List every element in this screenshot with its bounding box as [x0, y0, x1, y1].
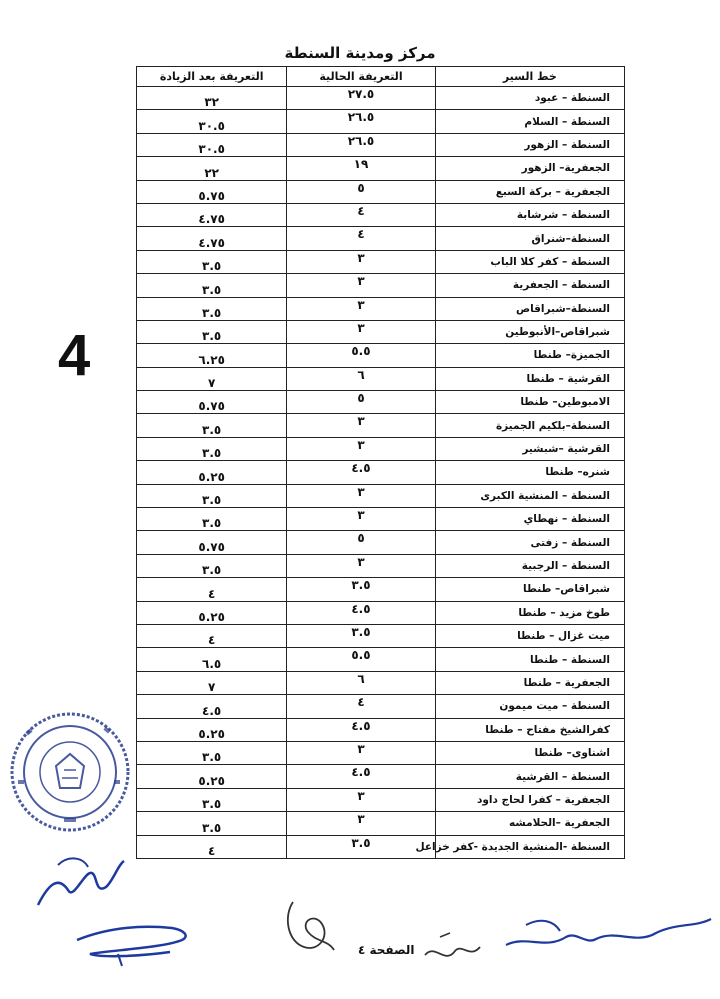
current-fare-cell: ١٩	[287, 157, 435, 180]
route-cell: طوخ مزيد – طنطا	[435, 601, 624, 624]
current-fare-cell: ٤.٥	[287, 765, 435, 788]
new-fare-cell: ٧	[137, 367, 287, 390]
new-fare-cell: ٥.٧٥	[137, 391, 287, 414]
route-cell: شبراقاص–الأنبوطين	[435, 320, 624, 343]
new-fare-cell: ٥.٢٥	[137, 765, 287, 788]
table-row	[137, 461, 625, 484]
new-fare-cell: ٣.٥	[137, 320, 287, 343]
route-cell: السنطة–بلكيم الجميزة	[435, 414, 624, 437]
route-cell: السنطة – كفر كلا الباب	[435, 250, 624, 273]
current-fare-cell: ٣	[287, 320, 435, 343]
new-fare-cell: ٣.٥	[137, 508, 287, 531]
new-fare-cell: ٣.٥	[137, 484, 287, 507]
current-fare-cell: ٤	[287, 227, 435, 250]
route-cell: السنطة – عبود	[435, 87, 624, 110]
route-cell: ميت غزال – طنطا	[435, 624, 624, 647]
current-fare-cell: ٣	[287, 274, 435, 297]
table-row	[137, 624, 625, 647]
table-row	[137, 554, 625, 577]
route-cell: القرشية – طنطا	[435, 367, 624, 390]
current-fare-cell: ٣	[287, 508, 435, 531]
current-fare-cell: ٦	[287, 367, 435, 390]
route-cell: السنطة–شبراقاص	[435, 297, 624, 320]
current-fare-cell: ٣	[287, 554, 435, 577]
new-fare-cell: ٣٢	[137, 87, 287, 110]
new-fare-cell: ٦.٢٥	[137, 344, 287, 367]
table-row	[137, 391, 625, 414]
route-cell: السنطة – ميت ميمون	[435, 695, 624, 718]
current-fare-cell: ٣.٥	[287, 624, 435, 647]
new-fare-cell: ٥.٢٥	[137, 461, 287, 484]
route-cell: شنره– طنطا	[435, 461, 624, 484]
current-fare-cell: ٥.٥	[287, 648, 435, 671]
table-row	[137, 414, 625, 437]
current-fare-cell: ٢٧.٥	[287, 87, 435, 110]
route-cell: السنطة – القرشية	[435, 765, 624, 788]
fare-table	[136, 66, 625, 859]
page-number-mark: 4	[58, 323, 91, 388]
table-row	[137, 718, 625, 741]
new-fare-cell: ٣.٥	[137, 554, 287, 577]
new-fare-cell: ٣.٥	[137, 741, 287, 764]
table-row	[137, 741, 625, 764]
page-footer: الصفحة ٤	[358, 943, 415, 957]
current-fare-cell: ٥.٥	[287, 344, 435, 367]
new-fare-cell: ٦.٥	[137, 648, 287, 671]
new-fare-cell: ٤	[137, 624, 287, 647]
route-cell: السنطة – طنطا	[435, 648, 624, 671]
new-fare-cell: ٢٢	[137, 157, 287, 180]
table-row	[137, 695, 625, 718]
route-cell: الجعفرية – كفرا لحاج داود	[435, 788, 624, 811]
table-row	[137, 835, 625, 858]
route-cell: السنطة -المنشية الجديدة -كفر خزاعل	[435, 835, 624, 858]
current-fare-cell: ٣	[287, 788, 435, 811]
current-fare-cell: ٣	[287, 437, 435, 460]
page-title: مركز ومدينة السنطة	[284, 44, 436, 62]
current-fare-cell: ٥	[287, 180, 435, 203]
table-row	[137, 788, 625, 811]
current-fare-cell: ٥	[287, 391, 435, 414]
new-fare-cell: ٣.٥	[137, 297, 287, 320]
column-header-new-fare: التعريفة بعد الزيادة	[137, 67, 287, 87]
route-cell: الجعفرية –الحلامشه	[435, 812, 624, 835]
new-fare-cell: ٥.٧٥	[137, 180, 287, 203]
column-header-current-fare: التعريفة الحالية	[287, 67, 435, 87]
current-fare-cell: ٣	[287, 414, 435, 437]
table-row	[137, 227, 625, 250]
new-fare-cell: ٥.٢٥	[137, 601, 287, 624]
route-cell: السنطة – زفتى	[435, 531, 624, 554]
current-fare-cell: ٤.٥	[287, 718, 435, 741]
current-fare-cell: ٤.٥	[287, 601, 435, 624]
table-row	[137, 87, 625, 110]
route-cell: السنطة–شنراق	[435, 227, 624, 250]
route-cell: الامبوطين– طنطا	[435, 391, 624, 414]
new-fare-cell: ٣.٥	[137, 414, 287, 437]
current-fare-cell: ٣	[287, 741, 435, 764]
new-fare-cell: ٤	[137, 835, 287, 858]
table-row	[137, 648, 625, 671]
table-row	[137, 484, 625, 507]
new-fare-cell: ٣٠.٥	[137, 133, 287, 156]
signature-right	[496, 905, 716, 965]
new-fare-cell: ٣.٥	[137, 250, 287, 273]
new-fare-cell: ٣.٥	[137, 788, 287, 811]
table-row	[137, 133, 625, 156]
table-row	[137, 578, 625, 601]
new-fare-cell: ٥.٢٥	[137, 718, 287, 741]
route-cell: الجعفرية – طنطا	[435, 671, 624, 694]
table-row	[137, 110, 625, 133]
route-cell: كفرالشيخ مفتاح – طنطا	[435, 718, 624, 741]
table-row	[137, 180, 625, 203]
table-row	[137, 531, 625, 554]
new-fare-cell: ٣.٥	[137, 274, 287, 297]
new-fare-cell: ٤.٧٥	[137, 227, 287, 250]
route-cell: السنطة – المنشية الكبرى	[435, 484, 624, 507]
new-fare-cell: ٤.٧٥	[137, 203, 287, 226]
current-fare-cell: ٣.٥	[287, 835, 435, 858]
new-fare-cell: ٥.٧٥	[137, 531, 287, 554]
table-row	[137, 157, 625, 180]
current-fare-cell: ٤.٥	[287, 461, 435, 484]
route-cell: الجعفرية – بركة السبع	[435, 180, 624, 203]
current-fare-cell: ٣	[287, 250, 435, 273]
route-cell: السنطة – السلام	[435, 110, 624, 133]
route-cell: السنطة – نهطاي	[435, 508, 624, 531]
table-row	[137, 344, 625, 367]
new-fare-cell: ٣.٥	[137, 437, 287, 460]
route-cell: السنطة – الرجبية	[435, 554, 624, 577]
route-cell: السنطة – شرشابة	[435, 203, 624, 226]
current-fare-cell: ٢٦.٥	[287, 110, 435, 133]
table-row	[137, 765, 625, 788]
column-header-route: خط السير	[435, 67, 624, 87]
current-fare-cell: ٤	[287, 203, 435, 226]
table-row	[137, 320, 625, 343]
table-header-row	[137, 67, 625, 87]
table-row	[137, 367, 625, 390]
current-fare-cell: ٣	[287, 484, 435, 507]
current-fare-cell: ٢٦.٥	[287, 133, 435, 156]
route-cell: اشناوى– طنطا	[435, 741, 624, 764]
table-row	[137, 274, 625, 297]
signature-left-lower	[72, 910, 202, 970]
table-row	[137, 812, 625, 835]
new-fare-cell: ٣.٥	[137, 812, 287, 835]
route-cell: القرشية –شبشير	[435, 437, 624, 460]
table-row	[137, 297, 625, 320]
signature-middle	[278, 892, 348, 962]
official-seal	[4, 708, 144, 838]
new-fare-cell: ٤	[137, 578, 287, 601]
table-row	[137, 601, 625, 624]
route-cell: الجميزة– طنطا	[435, 344, 624, 367]
table-row	[137, 437, 625, 460]
signature-right-small	[420, 925, 490, 975]
current-fare-cell: ٣	[287, 812, 435, 835]
route-cell: الجعفرية– الزهور	[435, 157, 624, 180]
new-fare-cell: ٧	[137, 671, 287, 694]
route-cell: السنطة – الجعفرية	[435, 274, 624, 297]
new-fare-cell: ٣٠.٥	[137, 110, 287, 133]
fare-table-body	[137, 87, 625, 859]
current-fare-cell: ٦	[287, 671, 435, 694]
current-fare-cell: ٣.٥	[287, 578, 435, 601]
route-cell: السنطة – الزهور	[435, 133, 624, 156]
table-row	[137, 203, 625, 226]
table-row	[137, 250, 625, 273]
table-row	[137, 671, 625, 694]
current-fare-cell: ٣	[287, 297, 435, 320]
table-row	[137, 508, 625, 531]
route-cell: شبراقاص– طنطا	[435, 578, 624, 601]
current-fare-cell: ٥	[287, 531, 435, 554]
current-fare-cell: ٤	[287, 695, 435, 718]
new-fare-cell: ٤.٥	[137, 695, 287, 718]
